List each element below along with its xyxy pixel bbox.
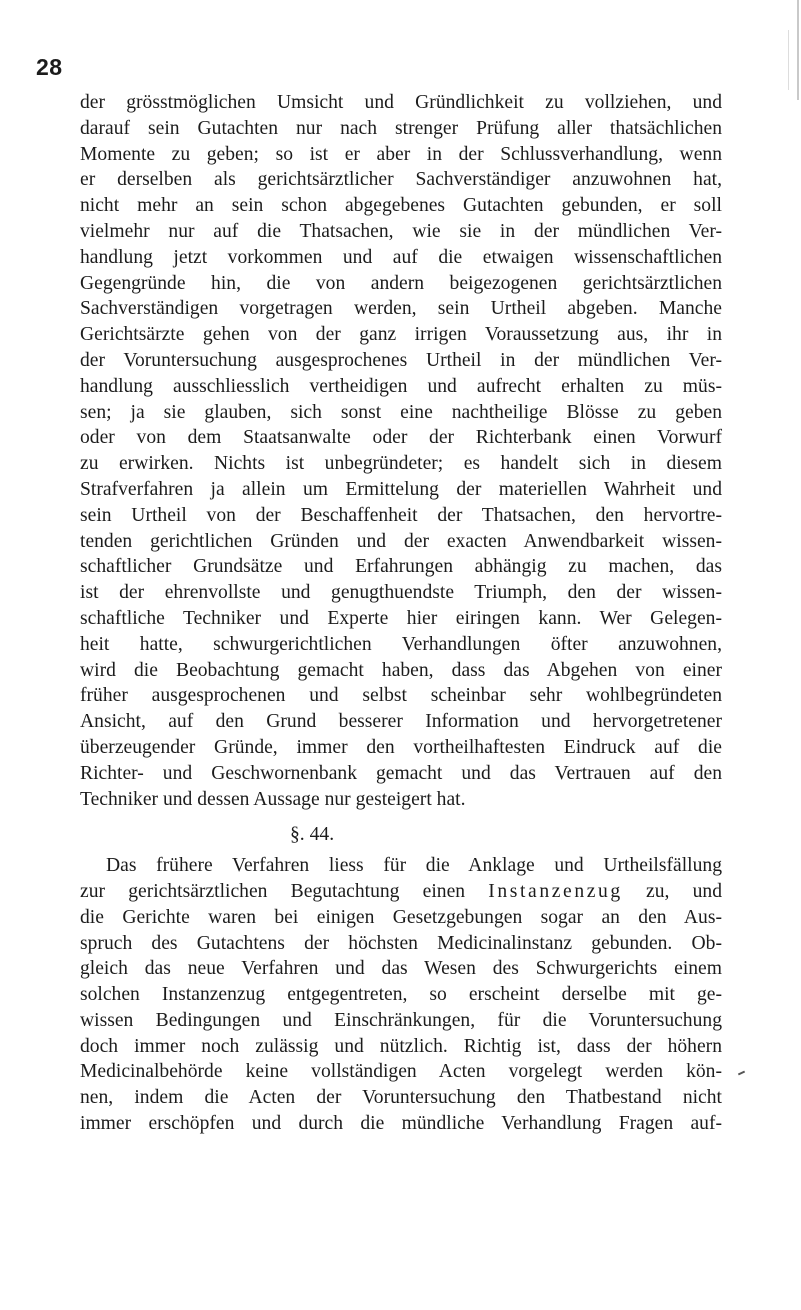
text-line <box>80 879 722 905</box>
text-line: nicht mehr an sein schon abgegebenes Gutachten gebunden, er soll <box>80 195 722 217</box>
text-line: ist der ehrenvollste und genugthuendste Triumph, den der wissen- <box>80 582 722 604</box>
text-line: solchen Instanzenzug entgegentreten, so erscheint derselbe mit ge- <box>80 984 722 1006</box>
text-line: Strafverfahren ja allein um Ermittelung der materiellen Wahrheit und <box>80 478 722 500</box>
text-line: spruch des Gutachtens der höchsten Medicinalinstanz gebunden. Ob- <box>80 932 722 954</box>
text-line: Medicinalbehörde keine vollständigen Acten vorgelegt werden kön- <box>80 1061 722 1083</box>
text-line: Ansicht, auf den Grund besserer Information und hervorgetretener <box>80 711 722 733</box>
text-line: schaftliche Techniker und Experte hier eiringen kann. Wer Gelegen- <box>80 607 722 629</box>
text-line: Das frühere Verfahren liess für die Anklage und Urtheilsfällung <box>106 855 722 877</box>
text-line: Momente zu geben; so ist er aber in der Schlussverhandlung, wenn <box>80 143 722 165</box>
text-line: immer erschöpfen und durch die mündliche Verhandlung Fragen auf- <box>80 1113 722 1135</box>
text-line: gleich das neue Verfahren und das Wesen des Schwurgerichts einem <box>80 958 722 980</box>
body-text <box>80 90 722 1137</box>
section-heading: §. 44. <box>290 824 335 846</box>
text-line: Gegengründe hin, die von andern beigezogenen gerichtsärztlichen <box>80 272 722 294</box>
text-line: tenden gerichtlichen Gründen und der exacten Anwendbarkeit wissen- <box>80 530 722 552</box>
text-segment: zur gerichtsärztlichen Begutachtung einen <box>80 880 489 902</box>
text-line: er derselben als gerichtsärztlicher Sachverständiger anzuwohnen hat, <box>80 169 722 191</box>
text-line: früher ausgesprochenen und selbst scheinbar sehr wohlbegründeten <box>80 685 722 707</box>
text-line: zu erwirken. Nichts ist unbegründeter; es handelt sich in diesem <box>80 453 722 475</box>
text-line: die Gerichte waren bei einigen Gesetzgebungen sogar an den Aus- <box>80 906 722 928</box>
text-line: der Voruntersuchung ausgesprochenes Urtheil in der mündlichen Ver- <box>80 349 722 371</box>
text-line: handlung jetzt vorkommen und auf die etwaigen wissenschaftlichen <box>80 246 722 268</box>
text-line: Gerichtsärzte gehen von der ganz irrigen Voraussetzung aus, ihr in <box>80 324 722 346</box>
emphasized-term: Instanzenzug <box>488 880 623 902</box>
text-line: schaftlicher Grundsätze und Erfahrungen abhängig zu machen, das <box>80 556 722 578</box>
text-line: nen, indem die Acten der Voruntersuchung den Thatbestand nicht <box>80 1087 722 1109</box>
text-line: der grösstmöglichen Umsicht und Gründlichkeit zu vollziehen, und <box>80 92 722 113</box>
text-line: sen; ja sie glauben, sich sonst eine nachtheilige Blösse zu geben <box>80 401 722 423</box>
text-line: doch immer noch zulässig und nützlich. Richtig ist, dass der höhern <box>80 1035 722 1057</box>
text-line: handlung ausschliesslich vertheidigen und aufrecht erhalten zu müs- <box>80 375 722 397</box>
text-line: wissen Bedingungen und Einschränkungen, für die Voruntersuchung <box>80 1009 722 1031</box>
text-line: Techniker und dessen Aussage nur gesteigert hat. <box>80 788 466 810</box>
text-line: wird die Beobachtung gemacht haben, dass das Abgehen von einer <box>80 659 722 681</box>
text-line: oder von dem Staatsanwalte oder der Richterbank einen Vorwurf <box>80 427 722 449</box>
page-number: 28 <box>36 54 63 80</box>
paragraph-2 <box>80 853 722 1137</box>
page-edge-shadow-inner <box>788 30 789 90</box>
text-line: heit hatte, schwurgerichtlichen Verhandlungen öfter anzuwohnen, <box>80 633 722 655</box>
margin-mark <box>738 1071 745 1076</box>
text-line: Richter- und Geschwornenbank gemacht und das Vertrauen auf den <box>80 762 722 784</box>
text-line: darauf sein Gutachten nur nach strenger Prüfung aller thatsächlichen <box>80 117 722 139</box>
text-line: sein Urtheil von der Beschaffenheit der Thatsachen, den hervortre- <box>80 504 722 526</box>
text-segment: zu, und <box>622 880 722 902</box>
text-line: Sachverständigen vorgetragen werden, sein Urtheil abgeben. Manche <box>80 298 722 320</box>
paragraph-1 <box>80 90 722 812</box>
text-line: vielmehr nur auf die Thatsachen, wie sie in der mündlichen Ver- <box>80 220 722 242</box>
page-edge-shadow <box>797 0 799 100</box>
text-line: überzeugender Gründe, immer den vortheilhaftesten Eindruck auf die <box>80 736 722 758</box>
